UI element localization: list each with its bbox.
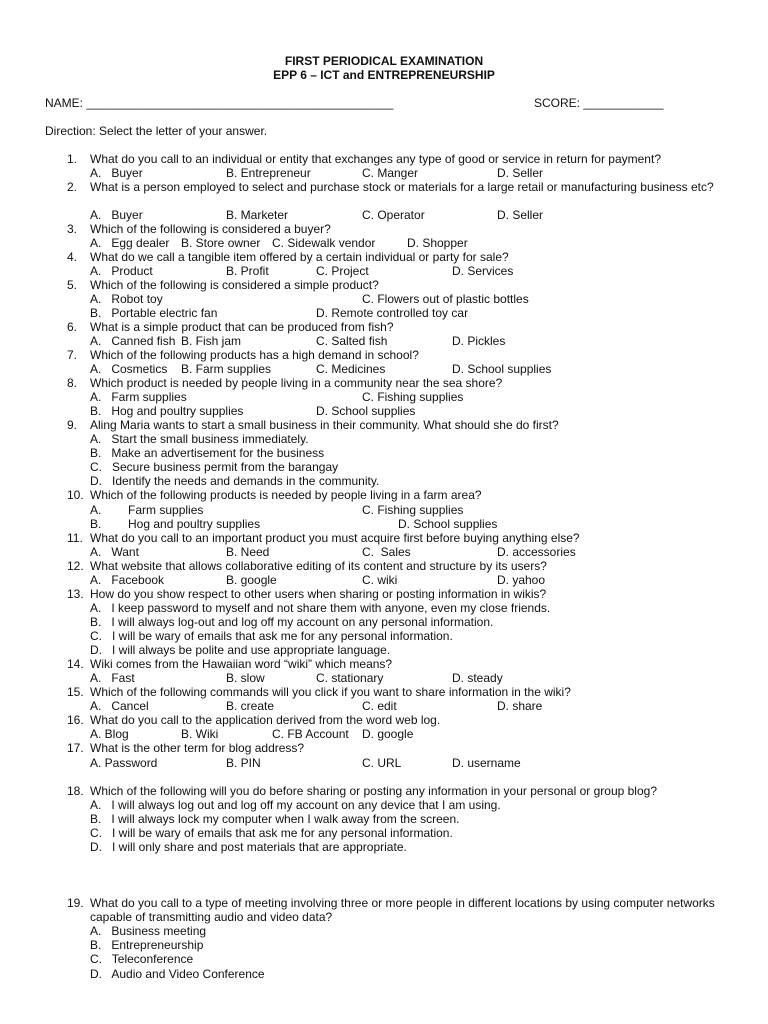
question-number: 19.: [67, 896, 84, 910]
exam-subtitle: EPP 6 – ICT and ENTREPRENEURSHIP: [273, 68, 495, 82]
answer-option: D. Services: [452, 264, 514, 278]
answer-option: D. accessories: [497, 545, 576, 559]
question-number: 9.: [67, 418, 78, 432]
answer-option: B. Hog and poultry supplies: [90, 517, 261, 531]
answer-option: A. Buyer: [90, 208, 143, 222]
answer-option: D. School supplies: [452, 362, 552, 376]
question-number: 7.: [67, 348, 78, 362]
answer-option: C. Sidewalk vendor: [272, 236, 376, 250]
answer-option: B. Need: [226, 545, 270, 559]
answer-option: A. Cancel: [90, 699, 149, 713]
answer-option: A. Egg dealer: [90, 236, 170, 250]
question-number: 11.: [67, 531, 83, 545]
question-number: 8.: [67, 376, 78, 390]
question-number: 3.: [67, 222, 78, 236]
answer-option: D. I will always be polite and use appropriate language.: [90, 643, 391, 657]
question-number: 18.: [67, 784, 84, 798]
answer-option: D. steady: [452, 671, 503, 685]
question-text: What do you call to the application derived from the word web log.: [90, 713, 441, 727]
question-number: 6.: [67, 320, 78, 334]
answer-option: A. I will always log out and log off my account on any device that I am using.: [90, 798, 501, 812]
question-number: 12.: [67, 559, 84, 573]
answer-option: A. I keep password to myself and not share them with anyone, even my close friends.: [90, 601, 551, 615]
question-text: Which of the following will you do before sharing or posting any information in your personal or group blog?: [90, 784, 657, 798]
answer-option: A. Buyer: [90, 166, 143, 180]
answer-option: C. wiki: [362, 573, 398, 587]
question-text: How do you show respect to other users when sharing or posting information in wikis?: [90, 587, 547, 601]
answer-option: A. Start the small business immediately.: [90, 432, 309, 446]
answer-option: B. I will always lock my computer when I walk away from the screen.: [90, 812, 460, 826]
answer-option: A. Want: [90, 545, 139, 559]
answer-option: C. Project: [316, 264, 369, 278]
answer-option: D. Seller: [497, 208, 544, 222]
answer-option: A. Business meeting: [90, 924, 207, 938]
answer-option: C. Operator: [362, 208, 425, 222]
answer-option: B. Entrepreneur: [226, 166, 311, 180]
question-number: 5.: [67, 278, 78, 292]
answer-option: B. Make an advertisement for the business: [90, 446, 325, 460]
question-number: 2.: [67, 180, 78, 194]
answer-option: C. Teleconference: [90, 952, 194, 966]
answer-option: C. FB Account: [272, 727, 349, 741]
answer-option: A. Farm supplies: [90, 390, 187, 404]
question-text: What do you call to an important product you must acquire first before buying anything else?: [90, 531, 580, 545]
question-text: Which of the following is considered a simple product?: [90, 278, 379, 292]
direction-text: Direction: Select the letter of your answer.: [45, 124, 268, 138]
answer-option: B. Entrepreneurship: [90, 938, 204, 952]
answer-option: D. I will only share and post materials that are appropriate.: [90, 840, 407, 854]
answer-option: A. Cosmetics: [90, 362, 168, 376]
answer-option: B. google: [226, 573, 277, 587]
answer-option: C. Medicines: [316, 362, 386, 376]
question-text: What website that allows collaborative editing of its content and structure by its users?: [90, 559, 547, 573]
question-number: 14.: [67, 657, 84, 671]
question-number: 17.: [67, 741, 84, 755]
answer-option: D. yahoo: [497, 573, 546, 587]
question-text: What do you call to an individual or entity that exchanges any type of good or service in return for payment?: [90, 152, 661, 166]
answer-option: A. Product: [90, 264, 153, 278]
answer-option: D. Pickles: [452, 334, 506, 348]
question-text: What is a simple product that can be produced from fish?: [90, 320, 394, 334]
answer-option: C. Flowers out of plastic bottles: [362, 292, 529, 306]
question-text: Which of the following is considered a buyer?: [90, 222, 331, 236]
question-number: 13.: [67, 587, 84, 601]
answer-option: C. Manger: [362, 166, 419, 180]
name-field: NAME: ______________________________________________: [45, 96, 394, 110]
answer-option: C. stationary: [316, 671, 384, 685]
answer-option: B. Farm supplies: [181, 362, 272, 376]
question-number: 15.: [67, 685, 84, 699]
answer-option: A. Robot toy: [90, 292, 163, 306]
question-text: What is a person employed to select and purchase stock or materials for a large retail or manufacturing business etc?: [90, 180, 714, 194]
question-number: 10.: [67, 488, 84, 502]
answer-option: B. Store owner: [181, 236, 261, 250]
question-text: Which of the following products is needed by people living in a farm area?: [90, 488, 482, 502]
answer-option: B. PIN: [226, 756, 261, 770]
answer-option: D. Remote controlled toy car: [316, 306, 469, 320]
question-number: 16.: [67, 713, 84, 727]
answer-option: A. Password: [90, 756, 158, 770]
answer-option: D. username: [452, 756, 521, 770]
answer-option: B. Portable electric fan: [90, 306, 218, 320]
answer-option: C. I will be wary of emails that ask me for any personal information.: [90, 826, 453, 840]
answer-option: B. Fish jam: [181, 334, 242, 348]
question-text: Which product is needed by people living in a community near the sea shore?: [90, 376, 503, 390]
answer-option: D. google: [362, 727, 414, 741]
answer-option: C. URL: [362, 756, 402, 770]
question-text: Wiki comes from the Hawaiian word “wiki” which means?: [90, 657, 393, 671]
answer-option: B. Wiki: [181, 727, 219, 741]
answer-option: D. Shopper: [407, 236, 468, 250]
answer-option: C. I will be wary of emails that ask me for any personal information.: [90, 629, 453, 643]
answer-option: D. share: [497, 699, 543, 713]
answer-option: B. create: [226, 699, 275, 713]
score-field: SCORE: ____________: [534, 96, 664, 110]
answer-option: C. Sales: [362, 545, 411, 559]
exam-title: FIRST PERIODICAL EXAMINATION: [284, 54, 484, 68]
answer-option: B. Marketer: [226, 208, 289, 222]
answer-option: D. School supplies: [316, 404, 416, 418]
answer-option: A. Farm supplies: [90, 503, 204, 517]
answer-option: C. edit: [362, 699, 397, 713]
answer-option: D. Identify the needs and demands in the community.: [90, 474, 380, 488]
answer-option: C. Fishing supplies: [362, 503, 464, 517]
answer-option: A. Blog: [90, 727, 129, 741]
answer-option: B. Profit: [226, 264, 269, 278]
question-text: Aling Maria wants to start a small business in their community. What should she do first?: [90, 418, 559, 432]
answer-option: A. Canned fish: [90, 334, 176, 348]
answer-option: B. I will always log-out and log off my account on any personal information.: [90, 615, 494, 629]
answer-option: A. Fast: [90, 671, 135, 685]
answer-option: C. Secure business permit from the barangay: [90, 460, 339, 474]
question-text: What do you call to a type of meeting involving three or more people in different locations by using computer networks capable of transmitting audio and video data?: [90, 896, 715, 924]
question-text: What is the other term for blog address?: [90, 741, 305, 755]
answer-option: D. Seller: [497, 166, 544, 180]
question-text: Which of the following commands will you click if you want to share information in the wiki?: [90, 685, 571, 699]
question-number: 4.: [67, 250, 78, 264]
answer-option: B. Hog and poultry supplies: [90, 404, 244, 418]
answer-option: C. Fishing supplies: [362, 390, 464, 404]
answer-option: B. slow: [226, 671, 265, 685]
question-number: 1.: [67, 152, 78, 166]
answer-option: A. Facebook: [90, 573, 165, 587]
answer-option: D. Audio and Video Conference: [90, 967, 265, 981]
answer-option: D. School supplies: [398, 517, 498, 531]
question-text: What do we call a tangible item offered by a certain individual or party for sale?: [90, 250, 509, 264]
answer-option: C. Salted fish: [316, 334, 388, 348]
question-text: Which of the following products has a high demand in school?: [90, 348, 419, 362]
